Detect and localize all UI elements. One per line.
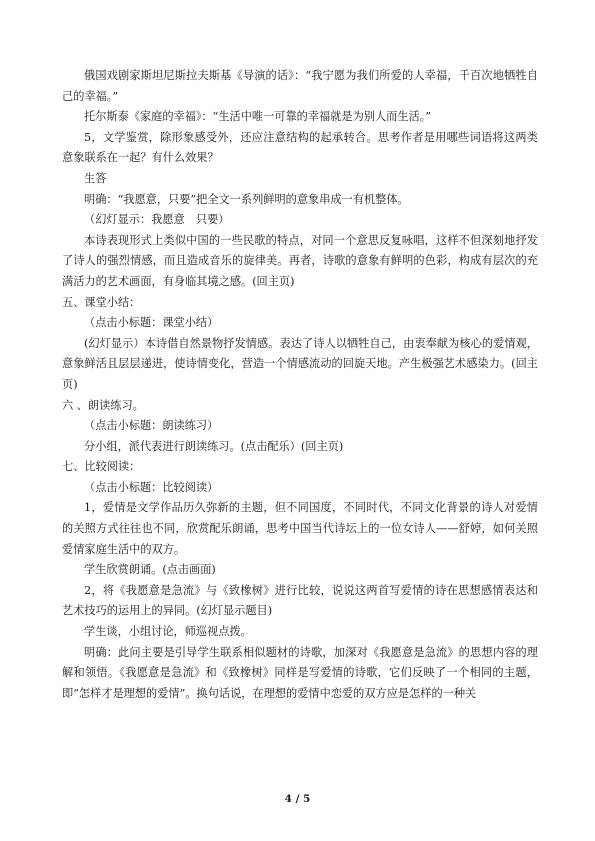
- paragraph: 1，爱情是文学作品历久弥新的主题，但不同国度，不同时代，不同文化背景的诗人对爱情的关照方式往往也不同，欣赏配乐朗诵，思考中国当代诗坛上的一位女诗人——舒婷，如何关照爱情家庭生活中的双方。: [62, 501, 538, 556]
- paragraph: 本诗表现形式上类似中国的一些民歌的特点，对同一个意思反复咏唱，这样不但深刻地抒发了诗人的强烈情感，而且造成音乐的旋律美。再者，诗歌的意象有鲜明的色彩，构成有层次的充满活力的艺术画面，有身临其境之感。(回主页): [62, 233, 538, 288]
- paragraph: （点击小标题：课堂小结）: [84, 316, 219, 330]
- paragraph: 俄国戏剧家斯坦尼斯拉夫斯基《导演的话》：“我宁愿为我们所爱的人幸福，千百次地牺牲自己的幸福。”: [62, 69, 538, 103]
- paragraph: 学生欣赏朗诵。(点击画面): [84, 563, 216, 577]
- paragraph: （点击小标题：朗读练习）: [84, 419, 219, 433]
- paragraph: 托尔斯泰《家庭的幸福》：“生活中唯一可靠的幸福就是为别人而生活。”: [84, 110, 432, 124]
- document-body: [62, 66, 538, 704]
- section-heading: 六 、朗读练习。: [62, 398, 144, 412]
- paragraph: 明确：“我愿意，只要”把全文一系列鲜明的意象串成一有机整体。: [84, 192, 409, 206]
- paragraph: （幻灯显示：我愿意 只要）: [84, 213, 230, 227]
- paragraph: 2，将《我愿意是急流》与《致橡树》进行比较，说说这两首写爱情的诗在思想感情表达和艺术技巧的运用上的异同。(幻灯显示题目): [62, 583, 538, 618]
- paragraph: 生答: [84, 171, 107, 185]
- paragraph: 学生谈，小组讨论，师巡视点拨。: [84, 625, 252, 639]
- paragraph: 5，文学鉴赏，除形象感受外，还应注意结构的起承转合。思考作者是用哪些词语将这两类意象联系在一起？有什么效果？: [62, 130, 538, 165]
- section-heading: 五、课堂小结：: [62, 295, 141, 309]
- page-number: 4 / 5: [284, 793, 311, 805]
- section-heading: 七、比较阅读：: [62, 460, 141, 474]
- paragraph: (幻灯显示）本诗借自然景物抒发情感。表达了诗人以牺牲自己，由衷奉献为核心的爱情观，意象鲜活且层层递进，使诗情变化，营造一个情感流动的回旋天地。产生极强艺术感染力。(回主页): [62, 336, 538, 391]
- paragraph: （点击小标题：比较阅读）: [84, 480, 219, 494]
- paragraph: 明确：此问主要是引导学生联系相似题材的诗歌，加深对《我愿意是急流》的思想内容的理解和领悟。《我愿意是急流》和《致橡树》同样是写爱情的诗歌，它们反映了一个相同的主题，即“怎样才是理想的爱情”。换句话说，在理想的爱情中恋爱的双方应是怎样的一种关: [62, 645, 538, 700]
- paragraph: 分小组，派代表进行朗读练习。(点击配乐）(回主页): [84, 439, 344, 453]
